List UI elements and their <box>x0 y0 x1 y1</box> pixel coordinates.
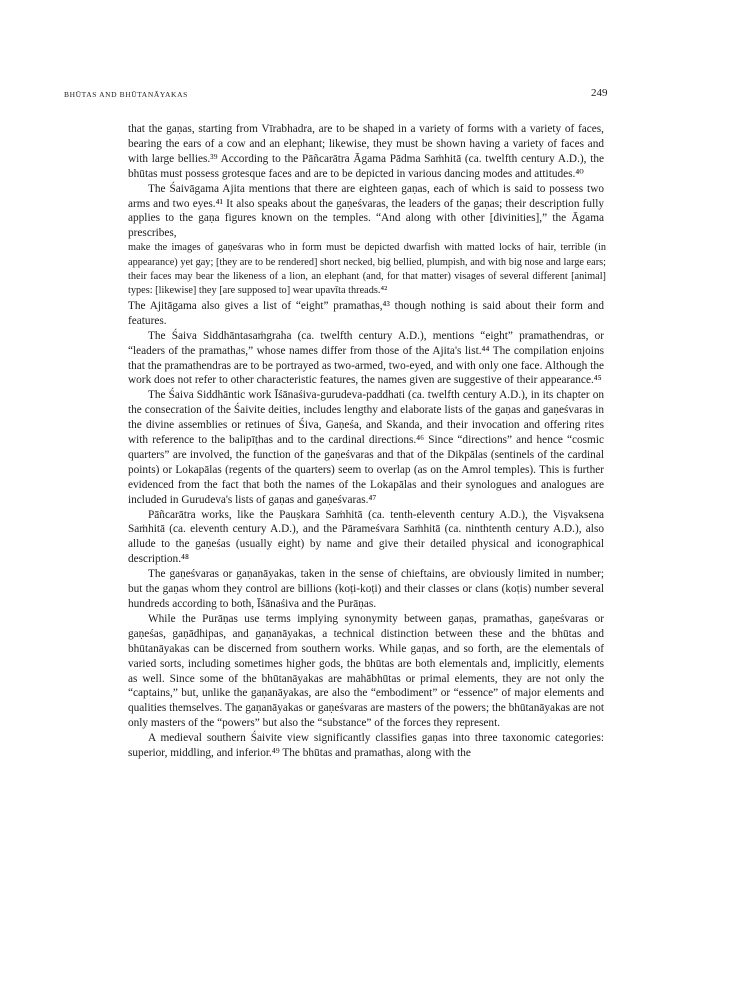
paragraph: that the gaṇas, starting from Vīrabhadra, are to be shaped in a variety of forms with a variety of faces, bearing the ears of a cow and an elephant; likewise, they must be shown having a variety of faces and with large bellies.³⁹ According to the Pāñcarātra Āgama Pādma Saṁhitā (ca. twelfth century A.D.), the bhūtas must possess grotesque faces and are to be depicted in various dancing modes and attitudes.⁴⁰ <box>128 123 604 180</box>
paragraph: The gaṇeśvaras or gaṇanāyakas, taken in the sense of chieftains, are obviously limited in number; but the gaṇas whom they control are billions (koṭi-koṭi) and their classes or clans (koṭis) number several hundreds according to both, Īśānaśiva and the Purāṇas. <box>128 568 604 610</box>
running-head: BHŪTAS AND BHŪTANĀYAKAS <box>64 90 188 99</box>
paragraph: The Śaivāgama Ajita mentions that there are eighteen gaṇas, each of which is said to possess two arms and two eyes.⁴¹ It also speaks about the gaṇeśvaras, the leaders of the gaṇas; their description fully applies to the gaṇa figures known on the temples. “And along with other [divinities],” the Āgama prescribes, <box>128 182 604 240</box>
paragraph: The Ajitāgama also gives a list of “eight” pramathas,⁴³ though nothing is said about their form and features. <box>128 299 604 327</box>
paragraph: While the Purāṇas use terms implying synonymity between gaṇas, pramathas, gaṇeśvaras or gaṇeśas, gaṇādhipas, and gaṇanāyakas, a technical distinction between these and the bhūtas and bhūtanāyakas can be discerned from southern works. While gaṇas, and so forth, are the elementals of varied sorts, including sometimes higher gods, the bhūtas are both elementals and, implicitly, elements as well. Since some of the bhūtanāyakas are mahābhūtas or primal elements, they are not only the “captains,” but, unlike the gaṇanāyakas, are also the “embodiment” or “essence” of major elements and qualities themselves. The gaṇanāyakas or gaṇeśvaras are masters of the powers; the bhūtanāyakas are not only masters of the “powers” but also the “substance” of the forces they represent. <box>128 612 604 730</box>
paragraph: Pāñcarātra works, like the Pauṣkara Saṁhitā (ca. tenth-eleventh century A.D.), the Viṣvaksena Saṁhitā (ca. eleventh century A.D.), and the Pārameśvara Saṁhitā (ca. ninthtenth century A.D.), also allude to the gaṇeśas (usually eight) by name and give their detailed physical and iconographical description.⁴⁸ <box>128 508 604 566</box>
paragraph: The Śaiva Siddhāntasaṁgraha (ca. twelfth century A.D.), mentions “eight” pramathendras, or “leaders of the pramathas,” whose names differ from those of the Ajita's list.⁴⁴ The compilation enjoins that the pramathendras are to be portrayed as two-armed, two-eyed, and with only one face. Although the work does not refer to other characteristic features, the names given are suggestive of their appearance.⁴⁵ <box>128 329 604 387</box>
page-number: 249 <box>591 87 608 99</box>
body-text <box>128 122 604 761</box>
paragraph: A medieval southern Śaivite view significantly classifies gaṇas into three taxonomic categories: superior, middling, and inferior.⁴⁹ The bhūtas and pramathas, along with the <box>128 732 604 760</box>
block-quote: make the images of gaṇeśvaras who in form must be depicted dwarfish with matted locks of hair, terrible (in appearance) yet gay; [they are to be rendered] short necked, big bellied, plumpish, and with big nose and large ears; their faces may bear the likeness of a lion, an elephant (and, for that matter) visages of several different [animal] types: [likewise] they [are supposed to] wear upavīta threads.⁴² <box>128 242 606 297</box>
paragraph: The Śaiva Siddhāntic work Īśānaśiva-gurudeva-paddhati (ca. twelfth century A.D.), in its chapter on the consecration of the Śaivite deities, includes lengthy and elaborate lists of the gaṇas and gaṇeśvaras in the divine assemblies or retinues of Śiva, Gaṇeśa, and Skanda, and their invocation and offering rites with reference to the balipīṭhas and to the cardinal directions.⁴⁶ Since “directions” and hence “cosmic quarters” are involved, the function of the gaṇeśvaras and that of the Dikpālas (sentinels of the cardinal points) or Lokapālas (regents of the quarters) seem to overlap (as on the Amrol temples). This is further evidenced from the fact that both the names of the Lokapālas and their synologues and analogues are included in Gurudeva's lists of gaṇas and gaṇeśvaras.⁴⁷ <box>128 389 604 506</box>
